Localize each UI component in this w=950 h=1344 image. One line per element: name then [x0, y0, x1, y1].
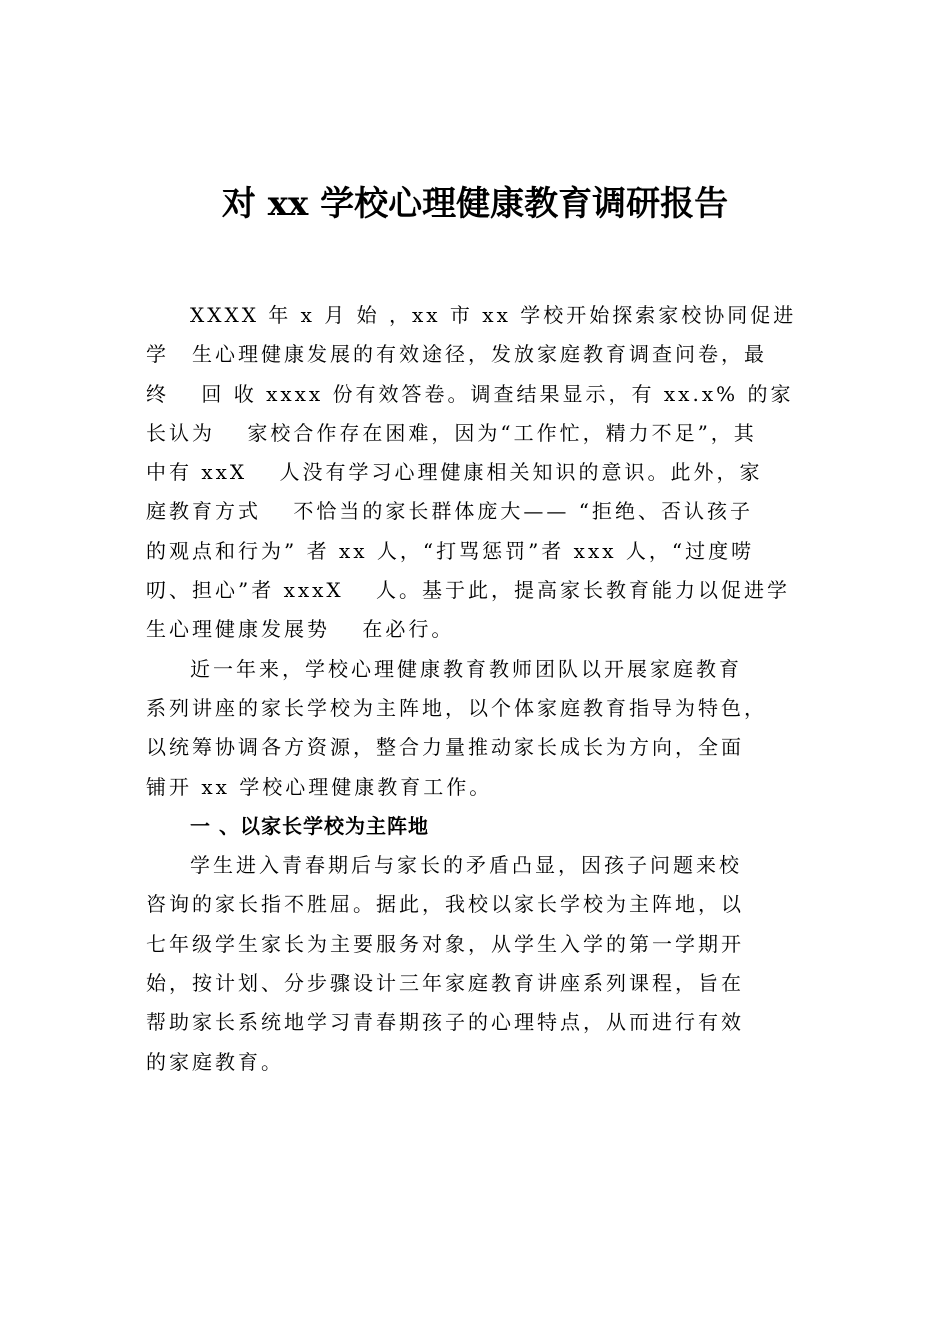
paragraph-line: 长认为 家校合作存在困难，因为“工作忙，精力不足”，其 — [146, 420, 757, 445]
paragraph-line: 系列讲座的家长学校为主阵地，以个体家庭教育指导为特色， — [146, 695, 767, 720]
paragraph-line: 叨、担心”者 xxxX 人。基于此，提高家长教育能力以促进学 — [146, 578, 791, 603]
paragraph-line: 始，按计划、分步骤设计三年家庭教育讲座系列课程，旨在 — [146, 971, 744, 996]
paragraph-line: 庭教育方式 不恰当的家长群体庞大—— “拒绝、否认孩子 — [146, 499, 753, 524]
document-body — [146, 296, 826, 1082]
paragraph-line: 学生进入青春期后与家长的矛盾凸显，因孩子问题来校 — [190, 853, 742, 878]
paragraph-line: 的观点和行为” 者 xx 人，“打骂惩罚”者 xxx 人，“过度唠 — [146, 538, 755, 563]
paragraph-line: 铺开 xx 学校心理健康教育工作。 — [146, 774, 493, 799]
paragraph-line: 以统筹协调各方资源，整合力量推动家长成长为方向，全面 — [146, 735, 744, 760]
section-heading: 一 、以家长学校为主阵地 — [190, 813, 429, 838]
paragraph-line: 终 回 收 xxxx 份有效答卷。调查结果显示，有 xx.x% 的家 — [146, 381, 794, 406]
paragraph-line: 学 生心理健康发展的有效途径，发放家庭教育调查问卷，最 — [146, 342, 767, 367]
paragraph-line: 近一年来，学校心理健康教育教师团队以开展家庭教育 — [190, 656, 742, 681]
paragraph-line: 咨询的家长指不胜屈。据此，我校以家长学校为主阵地，以 — [146, 892, 744, 917]
paragraph-line: 的家庭教育。 — [146, 1049, 284, 1074]
paragraph-line: 七年级学生家长为主要服务对象，从学生入学的第一学期开 — [146, 931, 744, 956]
paragraph-line: XXXX 年 x 月 始 ，xx 市 xx 学校开始探索家校协同促进 — [190, 303, 797, 327]
paragraph-line: 帮助家长系统地学习青春期孩子的心理特点，从而进行有效 — [146, 1010, 744, 1035]
paragraph-line: 生心理健康发展势 在必行。 — [146, 617, 455, 642]
document-title: 对 xx 学校心理健康教育调研报告 — [221, 184, 729, 224]
paragraph-line: 中有 xxX 人没有学习心理健康相关知识的意识。此外，家 — [146, 460, 763, 485]
